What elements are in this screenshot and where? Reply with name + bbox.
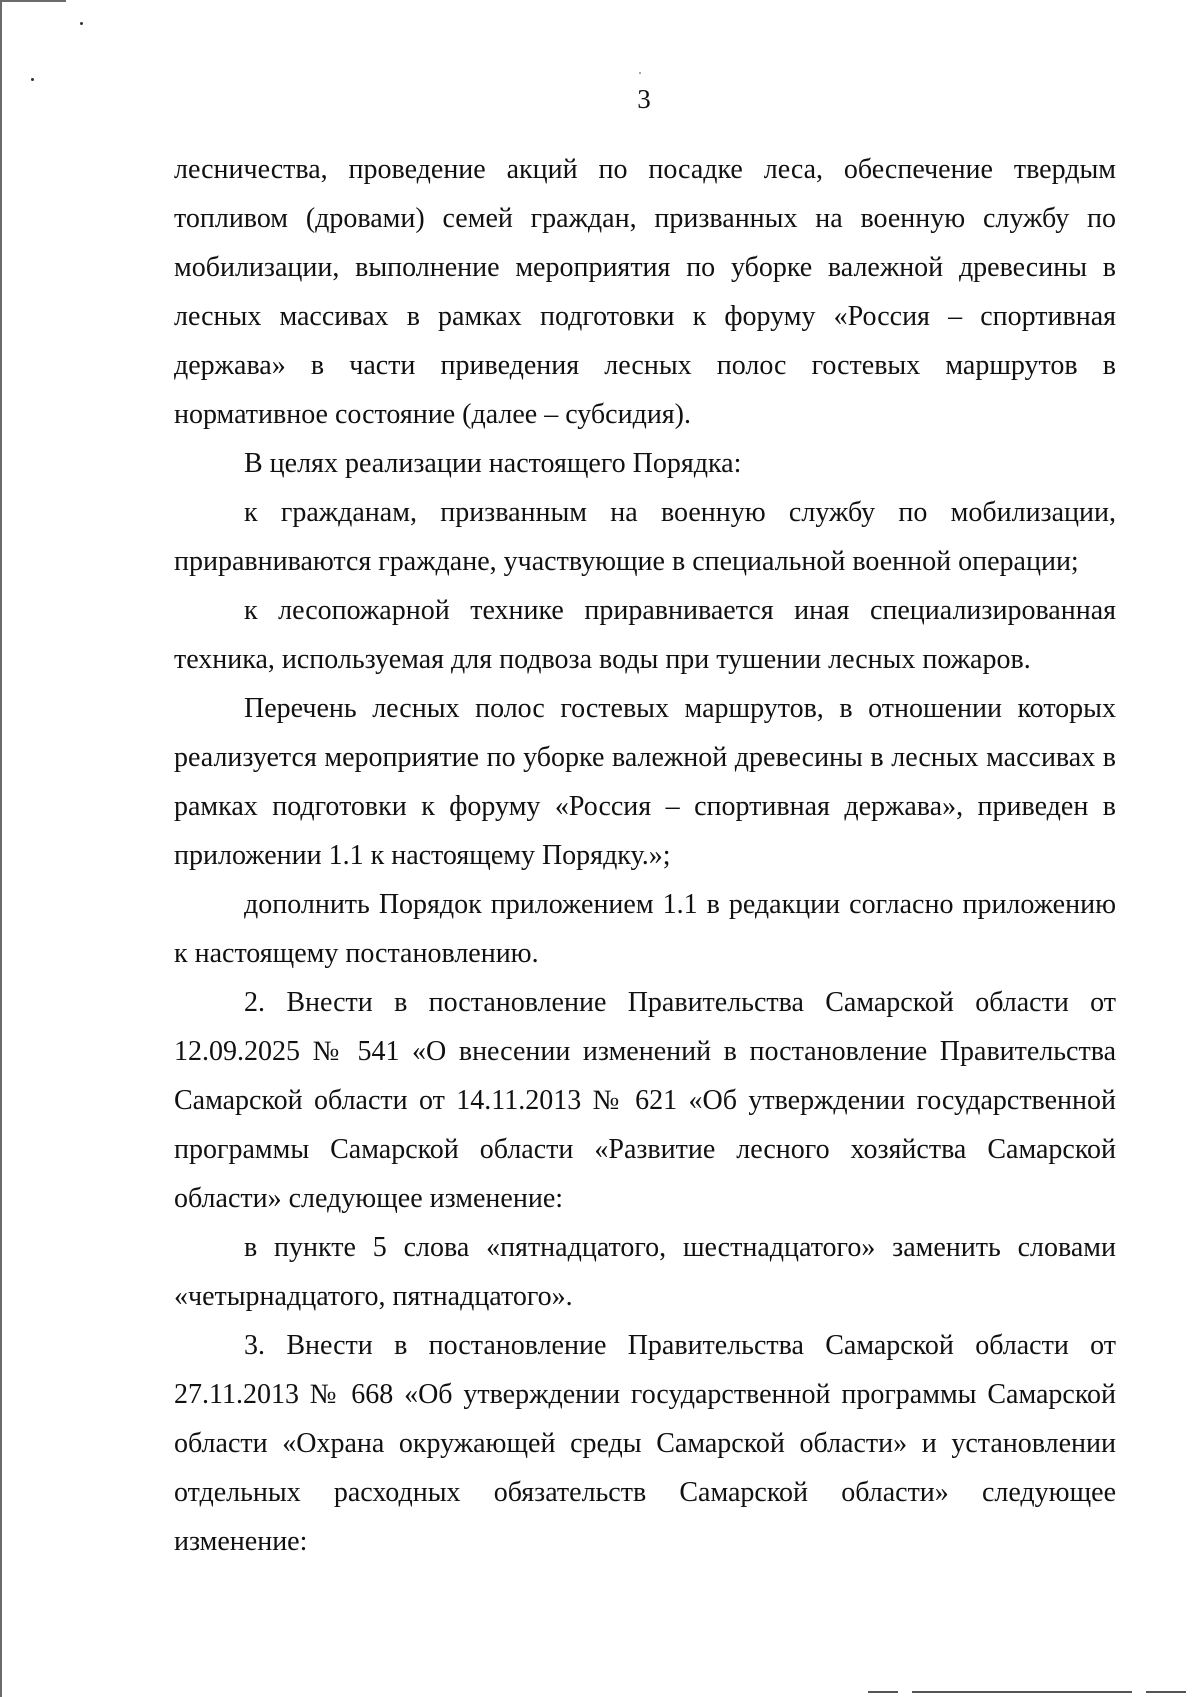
page-number: 3 <box>637 84 651 114</box>
paragraph-routes-list: Перечень лесных полос гостевых маршрутов, в отношении которых реализуется мероприятие по уборке валежной древесины в лесных массивах в рамках подготовки к форуму «Россия – спортивная держава», приведен в приложении 1.1 к настоящему Порядку.»; <box>174 693 1116 871</box>
scan-speck <box>31 78 34 81</box>
paragraph-supplement-order: дополнить Порядок приложением 1.1 в редакции согласно приложению к настоящему постановлению. <box>174 889 1116 969</box>
scan-bottom-mark <box>1146 1691 1186 1693</box>
document-body <box>174 145 1116 1566</box>
paragraph-continuation: лесничества, проведение акций по посадке леса, обеспечение твердым топливом (дровами) семей граждан, призванных на военную службу по мобилизации, выполнение мероприятия по уборке валежной древесины в лесных массивах в рамках подготовки к форуму «Россия – спортивная держава» в части приведения лесных полос гостевых маршрутов в нормативное состояние (далее – субсидия). <box>174 154 1116 430</box>
scan-speck <box>639 72 641 74</box>
paragraph-item-2-change: в пункте 5 слова «пятнадцатого, шестнадцатого» заменить словами «четырнадцатого, пятнадцатого». <box>174 1232 1116 1312</box>
paragraph-equipment-equivalence: к лесопожарной технике приравнивается иная специализированная техника, используемая для подвоза воды при тушении лесных пожаров. <box>174 595 1116 675</box>
page-number-container <box>0 84 1200 114</box>
paragraph-item-3: 3. Внести в постановление Правительства Самарской области от 27.11.2013 № 668 «Об утверждении государственной программы Самарской области «Охрана окружающей среды Самарской области» и установлении отдельных расходных обязательств Самарской области» следующее изменение: <box>174 1330 1116 1557</box>
paragraph-item-2: 2. Внести в постановление Правительства Самарской области от 12.09.2025 № 541 «О внесении изменений в постановление Правительства Самарской области от 14.11.2013 № 621 «Об утверждении государственной программы Самарской области «Развитие лесного хозяйства Самарской области» следующее изменение: <box>174 987 1116 1214</box>
scan-edge-top <box>0 0 66 2</box>
scan-speck <box>80 22 83 25</box>
scan-bottom-mark <box>868 1691 898 1693</box>
paragraph-citizens-equivalence: к гражданам, призванным на военную службу по мобилизации, приравниваются граждане, участвующие в специальной военной операции; <box>174 497 1116 577</box>
scan-bottom-mark <box>912 1691 1132 1693</box>
paragraph-purpose-intro: В целях реализации настоящего Порядка: <box>244 448 742 479</box>
scan-edge-left <box>0 0 2 1697</box>
